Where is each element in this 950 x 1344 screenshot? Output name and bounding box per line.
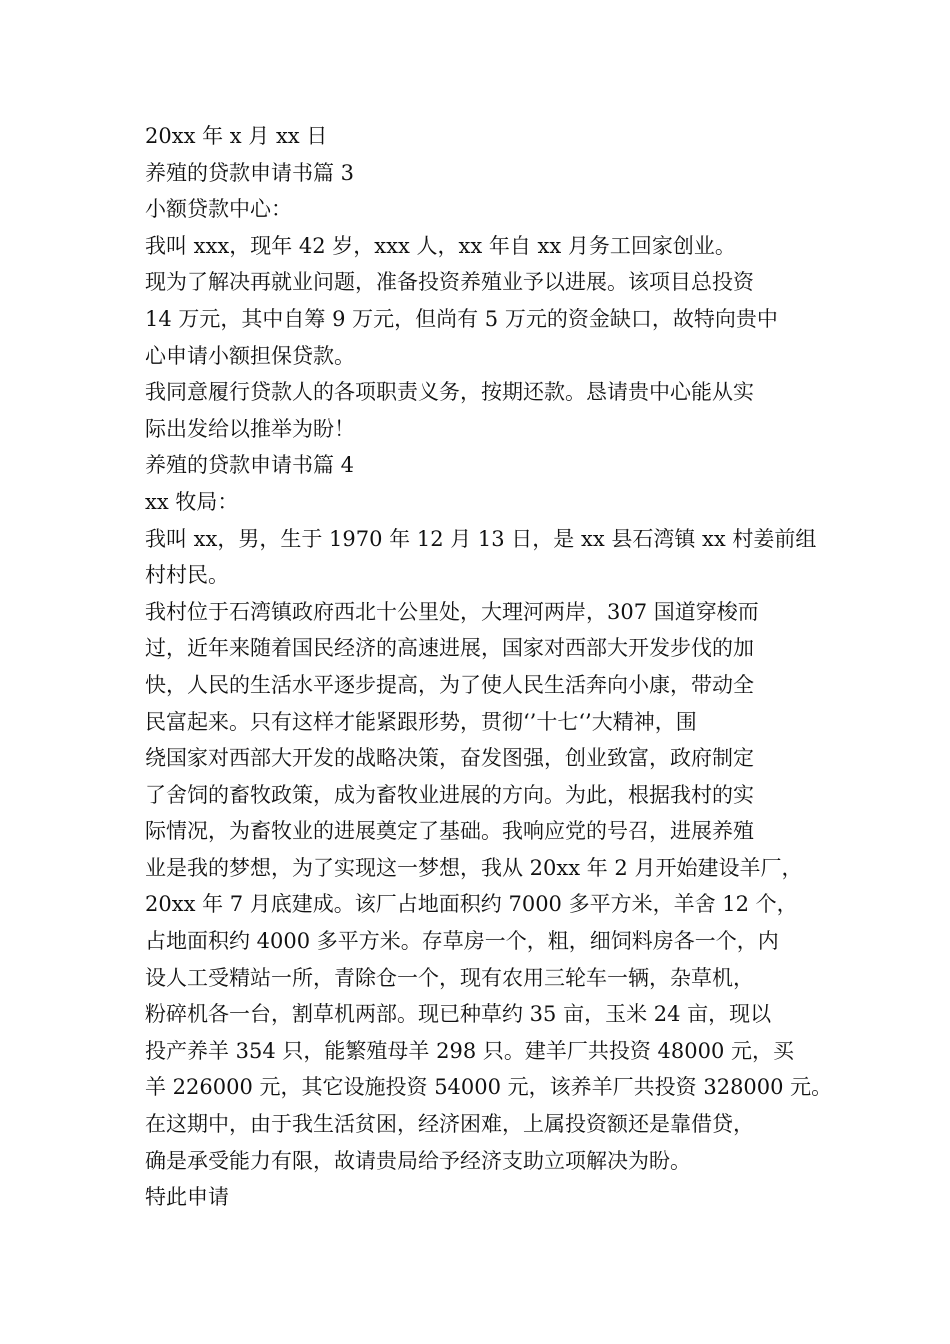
- body-line: 我同意履行贷款人的各项职责义务，按期还款。恳请贵中心能从实: [145, 380, 754, 405]
- body-line: 绕国家对西部大开发的战略决策，奋发图强，创业致富，政府制定: [145, 746, 754, 771]
- section-heading: 养殖的贷款申请书篇 3: [145, 160, 355, 185]
- document-body: [145, 118, 833, 1216]
- body-line: 快，人民的生活水平逐步提高，为了使人民生活奔向小康，带动全: [145, 672, 754, 697]
- body-line: 过，近年来随着国民经济的高速进展，国家对西部大开发步伐的加: [145, 636, 754, 661]
- body-line: 20xx 年 7 月底建成。该厂占地面积约 7000 多平方米，羊舍 12 个，: [145, 892, 798, 917]
- body-line: 投产养羊 354 只，能繁殖母羊 298 只。建羊厂共投资 48000 元，买: [145, 1038, 795, 1063]
- body-line: 我村位于石湾镇政府西北十公里处，大理河两岸，307 国道穿梭而: [145, 599, 759, 624]
- salutation: 小额贷款中心：: [145, 197, 292, 222]
- body-line: 际出发给以推举为盼！: [145, 416, 355, 441]
- salutation: xx 牧局：: [145, 489, 239, 514]
- body-line: 业是我的梦想，为了实现这一梦想，我从 20xx 年 2 月开始建设羊厂，: [145, 855, 803, 880]
- body-line: 我叫 xxx，现年 42 岁，xxx 人，xx 年自 xx 月务工回家创业。: [145, 233, 736, 258]
- body-line: 在这期中，由于我生活贫困，经济困难，上属投资额还是靠借贷，: [145, 1112, 754, 1137]
- body-line: 了舍饲的畜牧政策，成为畜牧业进展的方向。为此，根据我村的实: [145, 782, 754, 807]
- body-line: 14 万元，其中自筹 9 万元，但尚有 5 万元的资金缺口，故特向贵中: [145, 306, 778, 331]
- body-line: 设人工受精站一所，青除仓一个，现有农用三轮车一辆，杂草机，: [145, 965, 754, 990]
- body-line: 际情况，为畜牧业的进展奠定了基础。我响应党的号召，进展养殖: [145, 819, 754, 844]
- body-line: 羊 226000 元，其它设施投资 54000 元，该养羊厂共投资 328000 元。: [145, 1075, 833, 1100]
- closing-line: 特此申请: [145, 1185, 229, 1210]
- body-line: 心申请小额担保贷款。: [145, 343, 355, 368]
- body-line: 我叫 xx，男，生于 1970 年 12 月 13 日，是 xx 县石湾镇 xx 村姜前组: [145, 526, 817, 551]
- body-line: 现为了解决再就业问题，准备投资养殖业予以进展。该项目总投资: [145, 270, 754, 295]
- body-line: 确是承受能力有限，故请贵局给予经济支助立项解决为盼。: [145, 1148, 691, 1173]
- body-line: 民富起来。只有这样才能紧跟形势，贯彻‘’十七‘’大精神，围: [145, 709, 697, 734]
- body-line: 村村民。: [145, 563, 229, 588]
- section-heading: 养殖的贷款申请书篇 4: [145, 453, 355, 478]
- date-line: 20xx 年 x 月 xx 日: [145, 124, 328, 148]
- body-line: 粉碎机各一台，割草机两部。现已种草约 35 亩，玉米 24 亩，现以: [145, 1002, 772, 1027]
- body-line: 占地面积约 4000 多平方米。存草房一个，粗，细饲料房各一个，内: [145, 929, 779, 954]
